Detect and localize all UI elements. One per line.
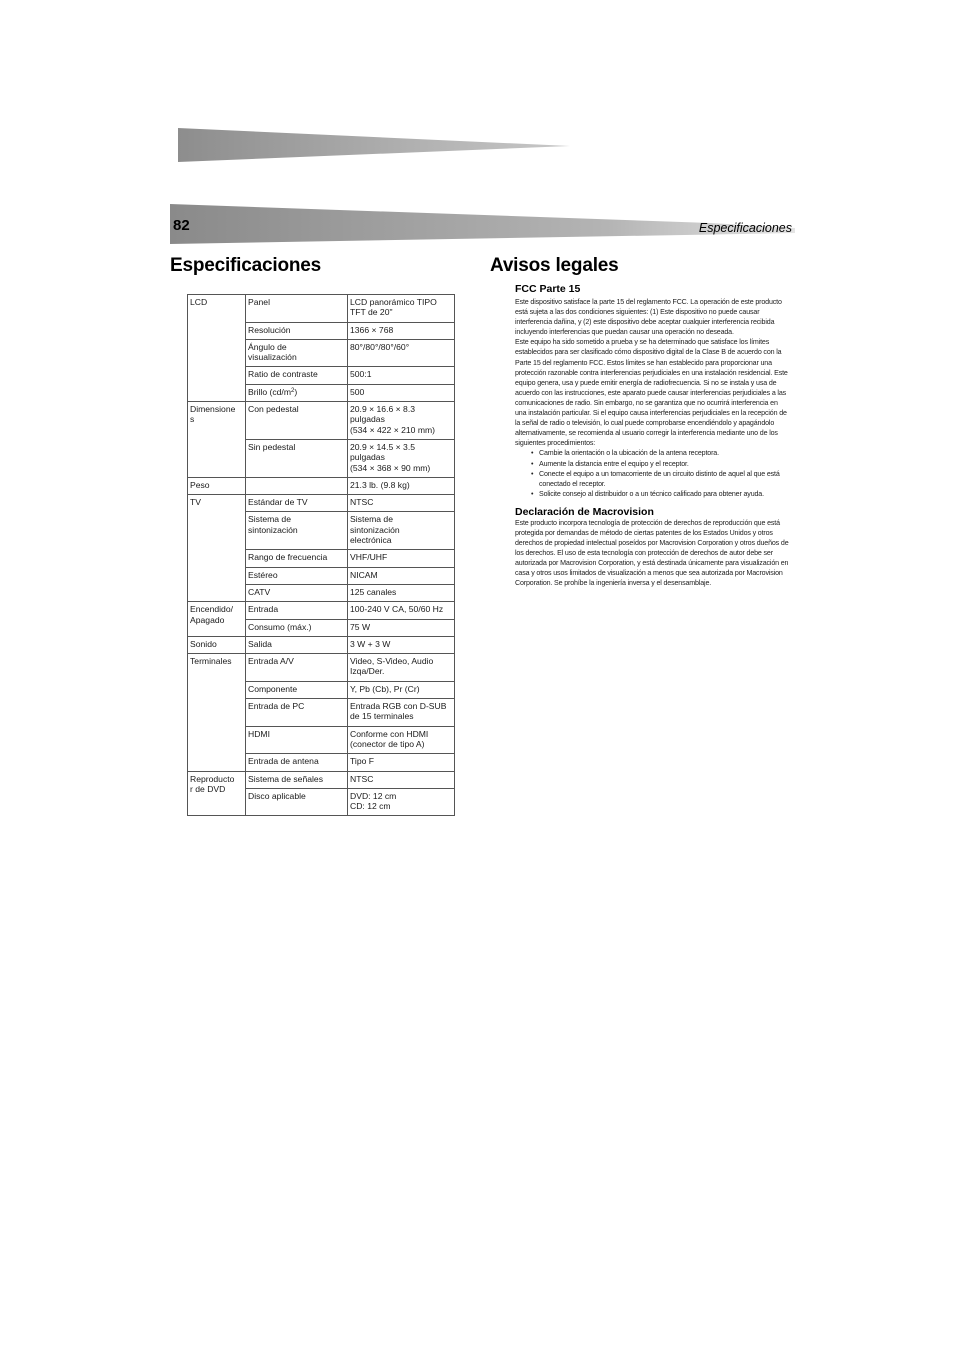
spec-category-cell: Sonido — [188, 636, 246, 653]
table-row — [188, 402, 455, 440]
spec-item-label: Resolución — [248, 324, 291, 335]
fcc-procedures-list — [515, 448, 790, 498]
spec-value-cell: Entrada RGB con D-SUB de 15 terminales — [348, 699, 455, 727]
spec-item-label: Brillo (cd/m — [248, 386, 291, 397]
spec-item-cell — [246, 567, 348, 584]
specs-table-body — [188, 295, 455, 816]
spec-value-cell: 100-240 V CA, 50/60 Hz — [348, 602, 455, 619]
spec-value-cell: Y, Pb (Cb), Pr (Cr) — [348, 681, 455, 698]
fcc-paragraph-2: Este equipo ha sido sometido a prueba y se ha determinado que satisface los límites establecidos para ser clasificado cómo dispositivo digital de la Clase B de acuerdo con la Parte 15 del reglamento FCC. Estos límites se han establecido para proporcionar una protección razonable contra interferencias perjudiciales en una instalación residencial. Este equipo genera, usa y puede emitir energía de radiofrecuencia. Si no se instala y usa de acuerdo con las instrucciones, este aparato puede causar interferencias perjudiciales a las comunicaciones de radio. Sin embargo, no se garantiza que no ocurrirá interferencia en una instalación particular. Si el equipo causa interferencias perjudiciales en la recepción de la señal de radio o televisión, lo cual puede comprobarse encendiéndolo y apagándolo alternativamente, se recomienda al usuario corregir la interferencia mediante uno de los siguientes procedimientos: — [515, 338, 788, 448]
spec-item-cell — [246, 771, 348, 788]
fcc-heading: FCC Parte 15 — [515, 283, 581, 295]
table-row — [188, 602, 455, 619]
specs-title: Especificaciones — [170, 255, 321, 276]
spec-value-cell: 20.9 × 16.6 × 8.3 pulgadas (534 × 422 × 210 mm) — [348, 402, 455, 440]
spec-item-cell — [246, 512, 348, 550]
spec-item-cell — [246, 384, 348, 401]
spec-item-cell — [246, 636, 348, 653]
spec-item-label: Entrada de PC — [248, 701, 305, 712]
table-row — [188, 295, 455, 323]
spec-item-cell — [246, 726, 348, 754]
spec-item-label: HDMI — [248, 728, 270, 739]
header-top-wedge — [178, 128, 570, 164]
list-item — [515, 459, 790, 469]
spec-value-cell: 21.3 lb. (9.8 kg) — [348, 477, 455, 494]
spec-value-cell: Tipo F — [348, 754, 455, 771]
spec-category-cell: Encendido/ Apagado — [188, 602, 246, 637]
spec-item-cell — [246, 495, 348, 512]
spec-value-cell: 75 W — [348, 619, 455, 636]
spec-item-label: Sistema de señales — [248, 773, 323, 784]
spec-item-label: Componente — [248, 683, 298, 694]
spec-item-cell — [246, 754, 348, 771]
spec-category-cell: Dimensione s — [188, 402, 246, 478]
list-item-text: Conecte el equipo a un tomacorriente de un circuito distinto de aquel al que está conectado el receptor. — [539, 469, 780, 488]
spec-item-cell — [246, 339, 348, 367]
spec-value-cell: VHF/UHF — [348, 550, 455, 567]
spec-value-cell: NTSC — [348, 495, 455, 512]
spec-item-label: Consumo (máx.) — [248, 621, 312, 632]
spec-item-cell — [246, 402, 348, 440]
specs-table — [187, 294, 455, 816]
spec-item-label: Estéreo — [248, 569, 278, 580]
spec-value-cell: 80°/80°/80°/60° — [348, 339, 455, 367]
spec-value-cell: NTSC — [348, 771, 455, 788]
spec-category-cell: LCD — [188, 295, 246, 402]
bullet-icon: • — [531, 489, 534, 498]
spec-category-cell: Terminales — [188, 654, 246, 771]
spec-item-label: Rango de frecuencia — [248, 552, 328, 563]
spec-item-cell — [246, 619, 348, 636]
list-item-text: Solicite consejo al distribuidor o a un técnico calificado para obtener ayuda. — [539, 489, 764, 498]
spec-item-cell — [246, 654, 348, 682]
spec-item-cell — [246, 584, 348, 601]
legal-section — [515, 283, 790, 589]
spec-value-cell: 3 W + 3 W — [348, 636, 455, 653]
bullet-icon: • — [531, 459, 534, 468]
spec-item-suffix: ) — [294, 386, 298, 397]
spec-item-cell — [246, 602, 348, 619]
spec-category-cell: Reproducto r de DVD — [188, 771, 246, 816]
list-item — [515, 448, 790, 458]
spec-item-cell — [246, 788, 348, 816]
spec-item-label: Con pedestal — [248, 404, 299, 415]
legal-title: Avisos legales — [490, 255, 619, 276]
spec-value-cell: Video, S-Video, Audio Izqa/Der. — [348, 654, 455, 682]
table-row — [188, 477, 455, 494]
spec-item-label: Entrada A/V — [248, 656, 294, 667]
spec-item-label: Disco aplicable — [248, 790, 306, 801]
bullet-icon: • — [531, 449, 534, 458]
fcc-paragraph-1: Este dispositivo satisface la parte 15 del reglamento FCC. La operación de este producto está sujeta a las dos condiciones siguientes: (1) Este dispositivo no puede causar interferencia dañina, y (2) este dispositivo debe aceptar cualquier interferencia recibida incluyendo interferencias que puedan causar una operación no deseada. — [515, 298, 782, 337]
spec-item-cell — [246, 439, 348, 477]
list-item-text: Cambie la orientación o la ubicación de la antena receptora. — [539, 449, 719, 458]
spec-value-cell: LCD panorámico TIPO TFT de 20" — [348, 295, 455, 323]
running-title: Especificaciones — [698, 221, 792, 235]
macrovision-heading: Declaración de Macrovision — [515, 505, 654, 518]
spec-category-cell: TV — [188, 495, 246, 602]
spec-value-cell: DVD: 12 cm CD: 12 cm — [348, 788, 455, 816]
spec-value-cell: NICAM — [348, 567, 455, 584]
spec-item-label: Ángulo de visualización — [248, 341, 297, 363]
spec-value-cell: Sistema de sintonización electrónica — [348, 512, 455, 550]
table-row — [188, 771, 455, 788]
spec-item-cell — [246, 295, 348, 323]
spec-value-cell: 20.9 × 14.5 × 3.5 pulgadas (534 × 368 × 90 mm) — [348, 439, 455, 477]
spec-item-cell — [246, 550, 348, 567]
spec-item-label: Sin pedestal — [248, 441, 296, 452]
spec-item-label: Estándar de TV — [248, 497, 308, 508]
macrovision-paragraph: Este producto incorpora tecnología de protección de derechos de reproducción que está protegida por demandas de método de ciertas patentes de los Estados Unidos y otros derechos de propiedad intelectual poseídos por Macrovision Corporation y otros dueños de los derechos. El uso de esta tecnología con protección de derechos de autor debe ser autorizada por Macrovision Corporation, y está destinada únicamente para visualización en casa y otros usos limitados de visualización a menos que sea autorizada por Macrovision Corporation. Se prohíbe la ingeniería inversa y el desensamblaje. — [515, 518, 789, 588]
spec-value-cell: 500:1 — [348, 367, 455, 384]
spec-item-cell — [246, 367, 348, 384]
table-row — [188, 495, 455, 512]
page-number: 82 — [173, 217, 190, 234]
spec-item-cell — [246, 322, 348, 339]
spec-item-superscript: 2 — [290, 387, 295, 394]
spec-item-label: Entrada — [248, 604, 279, 615]
spec-item-label: Salida — [248, 638, 272, 649]
list-item — [515, 489, 790, 499]
spec-value-cell: Conforme con HDMI (conector de tipo A) — [348, 726, 455, 754]
spec-category-cell: Peso — [188, 477, 246, 494]
bullet-icon: • — [531, 469, 534, 478]
table-row — [188, 636, 455, 653]
list-item — [515, 469, 790, 489]
spec-item-label: Entrada de antena — [248, 756, 319, 767]
spec-item-cell — [246, 477, 348, 494]
spec-item-label: Panel — [248, 297, 270, 307]
spec-value-cell: 500 — [348, 384, 455, 401]
table-row — [188, 654, 455, 682]
spec-item-cell — [246, 681, 348, 698]
spec-item-label: Sistema de sintonización — [248, 514, 298, 535]
spec-item-label: Ratio de contraste — [248, 369, 318, 380]
spec-item-cell — [246, 699, 348, 727]
spec-value-cell: 1366 × 768 — [348, 322, 455, 339]
spec-value-cell: 125 canales — [348, 584, 455, 601]
spec-item-label: CATV — [248, 586, 271, 597]
list-item-text: Aumente la distancia entre el equipo y el receptor. — [539, 459, 689, 468]
